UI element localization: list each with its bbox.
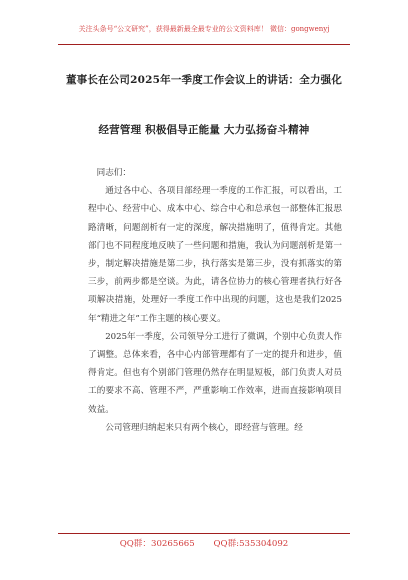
body-paragraph: 通过各中心、各项目部经理一季度的工作汇报，可以看出，工程中心、经营中心、成本中心、综合中心和总承包一部整体汇报思路清晰，问题剖析有一定的深度，解决措施明了，值得肯定。其他部门也不同程度地反映了一些问题和措施，我认为问题剖析是第一步，制定解决措施是第二步，执行落实是第三步，没有抓落实的第三步，前两步都是空谈。为此，请各位协力的核心管理者执行好各项解决措施，处理好一季度工作中出现的问题，这也是我们2025年“精进之年”工作主题的核心要义。	[88, 186, 342, 324]
body-paragraph: 2025年一季度，公司领导分工进行了微调，个别中心负责人作了调整。总体来看，各中心内部管理都有了一定的提升和进步，值得肯定。但也有个别部门管理仍然存在明显短板，部门负责人对员工的要求不高、管理不严，严重影响工作效率，进而直接影响项目效益。	[88, 331, 342, 415]
footer-qq-group-1: QQ群：30265665	[119, 539, 195, 549]
salutation: 同志们：	[96, 168, 131, 178]
body-paragraph: 公司管理归纳起来只有两个核心，即经营与管理。经	[105, 422, 303, 433]
header-banner: 关注头条号“公文研究”，获得最新最全最专业的公文资料库！ 微信：gongwenyj	[78, 25, 330, 33]
header-divider	[58, 44, 350, 45]
footer-qq-group-2: QQ群:535304092	[213, 539, 289, 549]
footer-divider	[58, 533, 350, 534]
document-body	[88, 164, 342, 437]
document-title-line-1: 董事长在公司2025年一季度工作会议上的讲话：全力强化	[65, 74, 343, 86]
footer	[0, 537, 408, 549]
document-title-line-2: 经营管理 积极倡导正能量 大力弘扬奋斗精神	[98, 124, 310, 136]
